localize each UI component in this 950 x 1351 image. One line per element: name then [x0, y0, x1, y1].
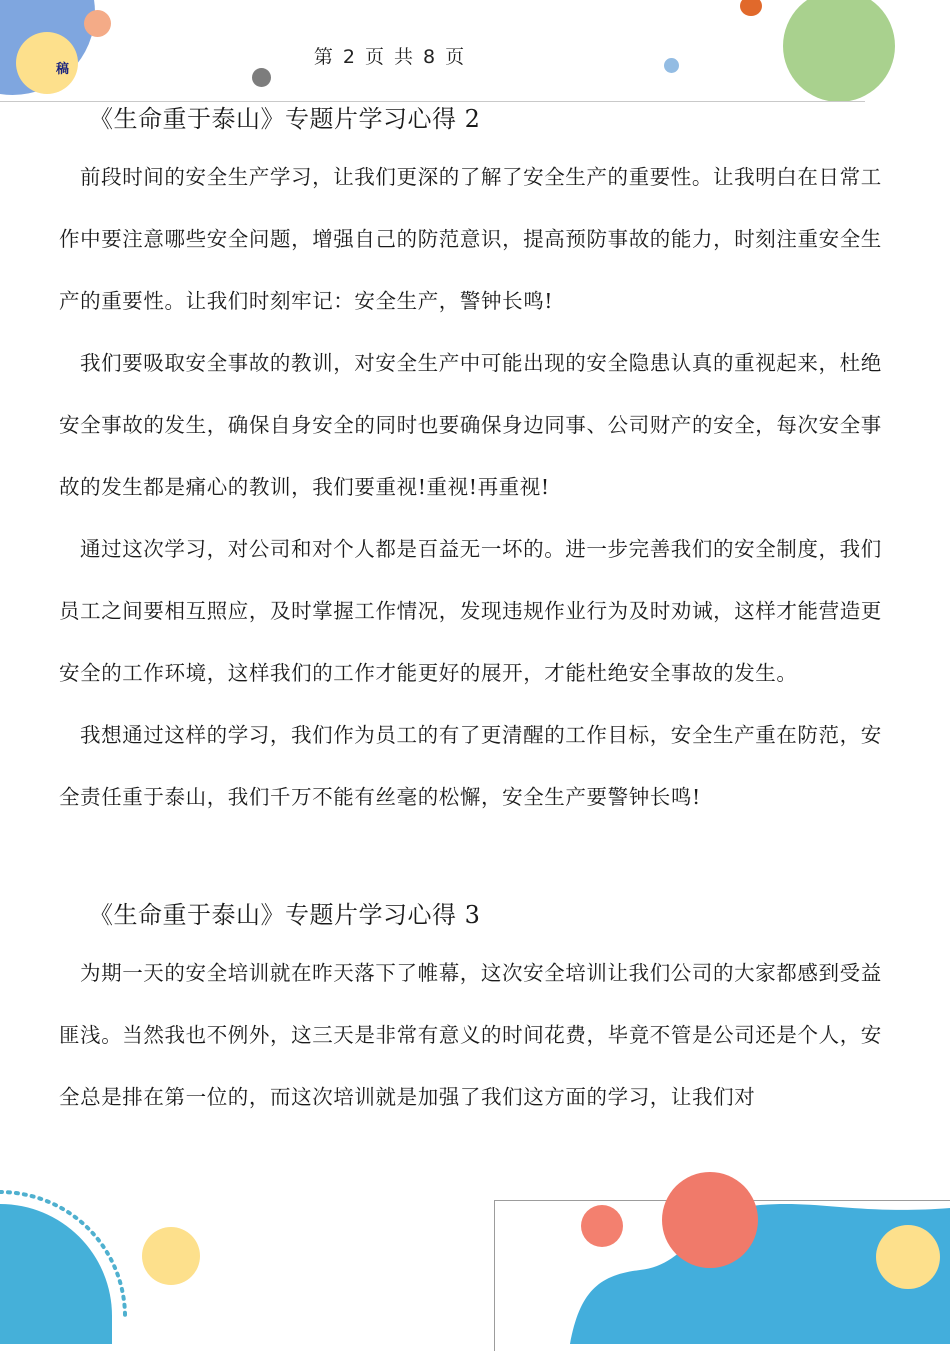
decor-blue-quarter: [0, 1204, 112, 1344]
decor-red-circle: [662, 1172, 758, 1268]
paragraph: 为期一天的安全培训就在昨天落下了帷幕，这次安全培训让我们公司的大家都感到受益匪浅。当然我也不例外，这三天是非常有意义的时间花费，毕竟不管是公司还是个人，安全总是排在第一位的，而这次培训就是加强了我们这方面的学习，让我们对: [59, 961, 882, 1109]
draft-mark: 稿: [56, 62, 70, 77]
decor-gray-dot: [252, 68, 271, 87]
document-body: [59, 92, 899, 1128]
decor-footer-right: [560, 1170, 950, 1344]
article-2: [59, 92, 899, 828]
decor-orange-dot: [740, 0, 762, 16]
decor-yellow-circle-right: [876, 1225, 940, 1289]
paragraph: 我们要吸取安全事故的教训，对安全生产中可能出现的安全隐患认真的重视起来，杜绝安全事故的发生，确保自身安全的同时也要确保身边同事、公司财产的安全，每次安全事故的发生都是痛心的教训，我们要重视!重视!再重视!: [59, 351, 882, 499]
decor-green-circle: [783, 0, 895, 102]
decor-salmon-dot: [84, 10, 111, 37]
article-3: [59, 888, 899, 1128]
article-title: 《生命重于泰山》专题片学习心得 3: [89, 901, 481, 929]
paragraph: 通过这次学习，对公司和对个人都是百益无一坏的。进一步完善我们的安全制度，我们员工之间要相互照应，及时掌握工作情况，发现违规作业行为及时劝诫，这样才能营造更安全的工作环境，这样我们的工作才能更好的展开，才能杜绝安全事故的发生。: [59, 537, 882, 685]
paragraph: 前段时间的安全生产学习，让我们更深的了解了安全生产的重要性。让我明白在日常工作中要注意哪些安全问题，增强自己的防范意识，提高预防事故的能力，时刻注重安全生产的重要性。让我们时刻牢记：安全生产，警钟长鸣!: [59, 165, 882, 313]
page-indicator: 第 2 页 共 8 页: [313, 46, 467, 68]
section-gap: [59, 828, 899, 888]
decor-salmon-circle: [581, 1205, 623, 1247]
decor-footer-left: [0, 1180, 220, 1344]
paragraph: 我想通过这样的学习，我们作为员工的有了更清醒的工作目标，安全生产重在防范，安全责任重于泰山，我们千万不能有丝毫的松懈，安全生产要警钟长鸣!: [59, 723, 882, 809]
decor-yellow-circle-bottom: [142, 1227, 200, 1285]
article-title: 《生命重于泰山》专题片学习心得 2: [89, 105, 481, 133]
